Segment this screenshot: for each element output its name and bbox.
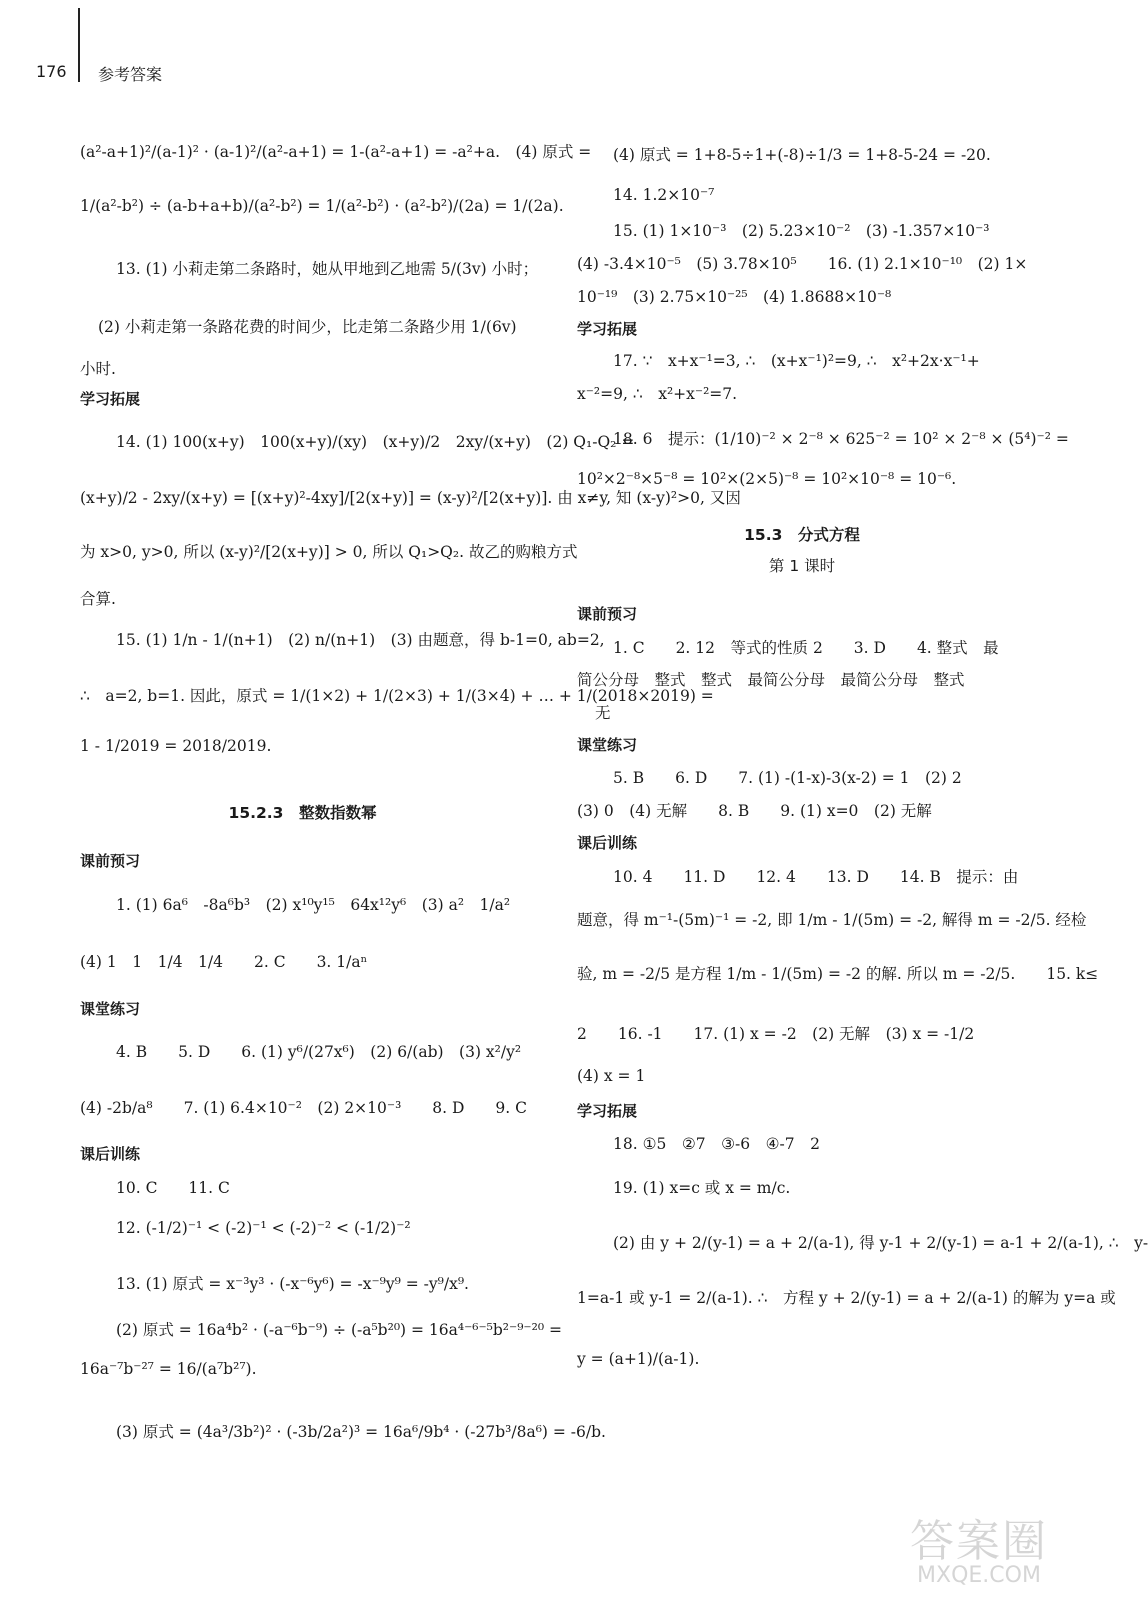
text-line: 2 16. -1 17. (1) x = -2 (2) 无解 (3) x = -1/2 <box>577 1025 975 1043</box>
text-line: 简公分母 整式 整式 最简公分母 最简公分母 整式 <box>577 671 965 689</box>
text-line: (4) x = 1 <box>577 1067 646 1085</box>
text-line: 4. B 5. D 6. (1) y⁶/(27x⁶) (2) 6/(ab) (3) x²/y² <box>116 1043 522 1061</box>
text-line: 10. C 11. C <box>116 1179 230 1197</box>
text-line: 无 <box>595 704 611 722</box>
section-heading: 课后训练 <box>577 834 638 852</box>
text-line: 15. (1) 1×10⁻³ (2) 5.23×10⁻² (3) -1.357×10⁻³ <box>613 222 990 240</box>
text-line: 5. B 6. D 7. (1) -(1-x)-3(x-2) = 1 (2) 2 <box>613 769 962 787</box>
text-line: 15. (1) 1/n - 1/(n+1) (2) n/(n+1) (3) 由题意，得 b-1=0, ab=2, <box>116 631 605 649</box>
text-line: (4) 1 1 1/4 1/4 2. C 3. 1/aⁿ <box>80 953 368 971</box>
text-line: (4) -3.4×10⁻⁵ (5) 3.78×10⁵ 16. (1) 2.1×10⁻¹⁰ (2) 1× <box>577 255 1028 273</box>
text-line: (3) 原式 = (4a³/3b²)² · (-3b/2a²)³ = 16a⁶/9b⁴ · (-27b³/8a⁶) = -6/b. <box>116 1423 606 1441</box>
section-title: 15.3 分式方程 <box>744 526 860 544</box>
section-heading: 学习拓展 <box>577 1102 638 1120</box>
text-line: (4) 原式 = 1+8-5÷1+(-8)÷1/3 = 1+8-5-24 = -20. <box>613 146 991 164</box>
text-line: (4) -2b/a⁸ 7. (1) 6.4×10⁻² (2) 2×10⁻³ 8. D 9. C <box>80 1099 528 1117</box>
text-line: 1 - 1/2019 = 2018/2019. <box>80 737 272 755</box>
text-line: (2) 由 y + 2/(y-1) = a + 2/(a-1), 得 y-1 + 2/(y-1) = a-1 + 2/(a-1), ∴ y- <box>613 1234 1148 1252</box>
text-line: 1. C 2. 12 等式的性质 2 3. D 4. 整式 最 <box>613 639 999 657</box>
text-line: 1/(a²-b²) ÷ (a-b+a+b)/(a²-b²) = 1/(a²-b²) · (a²-b²)/(2a) = 1/(2a). <box>80 197 564 215</box>
text-line: 13. (1) 小莉走第二条路时，她从甲地到乙地需 5/(3v) 小时； <box>116 260 539 278</box>
text-line: 18. ①5 ②7 ③-6 ④-7 2 <box>613 1135 820 1153</box>
section-title: 15.2.3 整数指数幂 <box>228 804 377 822</box>
section-heading: 课后训练 <box>80 1145 141 1163</box>
text-line: 10⁻¹⁹ (3) 2.75×10⁻²⁵ (4) 1.8688×10⁻⁸ <box>577 288 892 306</box>
text-line: 验, m = -2/5 是方程 1/m - 1/(5m) = -2 的解. 所以 m = -2/5. 15. k≤ <box>577 965 1099 983</box>
text-line: 13. (1) 原式 = x⁻³y³ · (-x⁻⁶y⁶) = -x⁻⁹y⁹ = -y⁹/x⁹. <box>116 1275 469 1293</box>
page-title: 参考答案 <box>98 65 163 84</box>
text-line: (x+y)/2 - 2xy/(x+y) = [(x+y)²-4xy]/[2(x+y)] = (x-y)²/[2(x+y)]. 由 x≠y, 知 (x-y)²>0, 又因 <box>80 489 741 507</box>
page-number: 176 <box>36 62 67 81</box>
text-line: (a²-a+1)²/(a-1)² · (a-1)²/(a²-a+1) = 1-(a²-a+1) = -a²+a. (4) 原式 = <box>80 143 592 161</box>
text-line: x⁻²=9, ∴ x²+x⁻²=7. <box>577 385 738 403</box>
header-rule <box>78 8 80 82</box>
lesson-title: 第 1 课时 <box>768 557 836 575</box>
text-line: (3) 0 (4) 无解 8. B 9. (1) x=0 (2) 无解 <box>577 802 932 820</box>
text-line: ∴ a=2, b=1. 因此，原式 = 1/(1×2) + 1/(2×3) + 1/(3×4) + … + 1/(2018×2019) = <box>80 687 714 705</box>
section-heading: 课前预习 <box>577 605 638 623</box>
text-line: 1. (1) 6a⁶ -8a⁶b³ (2) x¹⁰y¹⁵ 64x¹²y⁶ (3) a² 1/a² <box>116 896 511 914</box>
section-heading: 学习拓展 <box>80 390 141 408</box>
text-line: 1=a-1 或 y-1 = 2/(a-1). ∴ 方程 y + 2/(y-1) = a + 2/(a-1) 的解为 y=a 或 <box>577 1289 1116 1307</box>
text-line: 10²×2⁻⁸×5⁻⁸ = 10²×(2×5)⁻⁸ = 10²×10⁻⁸ = 10⁻⁶. <box>577 470 957 488</box>
section-heading: 课堂练习 <box>577 736 638 754</box>
section-heading: 课前预习 <box>80 852 141 870</box>
text-line: y = (a+1)/(a-1). <box>577 1350 700 1368</box>
text-line: 12. (-1/2)⁻¹ < (-2)⁻¹ < (-2)⁻² < (-1/2)⁻² <box>116 1219 411 1237</box>
section-heading: 课堂练习 <box>80 1000 141 1018</box>
text-line: 为 x>0, y>0, 所以 (x-y)²/[2(x+y)] > 0, 所以 Q₁>Q₂. 故乙的购粮方式 <box>80 543 578 561</box>
text-line: 16a⁻⁷b⁻²⁷ = 16/(a⁷b²⁷). <box>80 1360 257 1378</box>
section-heading: 学习拓展 <box>577 320 638 338</box>
text-line: 合算. <box>80 590 116 608</box>
text-line: 题意，得 m⁻¹-(5m)⁻¹ = -2, 即 1/m - 1/(5m) = -2, 解得 m = -2/5. 经检 <box>577 911 1087 929</box>
text-line: 17. ∵ x+x⁻¹=3, ∴ (x+x⁻¹)²=9, ∴ x²+2x·x⁻¹+ <box>613 352 980 370</box>
text-line: 14. 1.2×10⁻⁷ <box>613 186 715 204</box>
text-line: 14. (1) 100(x+y) 100(x+y)/(xy) (x+y)/2 2xy/(x+y) (2) Q₁-Q₂ = <box>116 433 635 451</box>
watermark-domain: MXQE.COM <box>917 1563 1041 1588</box>
text-line: 小时. <box>80 360 116 378</box>
text-line: (2) 小莉走第一条路花费的时间少，比走第二条路少用 1/(6v) <box>98 318 517 336</box>
watermark-logo <box>894 1505 1064 1593</box>
text-line: (2) 原式 = 16a⁴b² · (-a⁻⁶b⁻⁹) ÷ (-a⁵b²⁰) = 16a⁴⁻⁶⁻⁵b²⁻⁹⁻²⁰ = <box>116 1321 562 1339</box>
text-line: 19. (1) x=c 或 x = m/c. <box>613 1179 791 1197</box>
text-line: 18. 6 提示：(1/10)⁻² × 2⁻⁸ × 625⁻² = 10² × 2⁻⁸ × (5⁴)⁻² = <box>613 430 1069 448</box>
watermark-main: 答案圈 <box>910 1516 1048 1567</box>
text-line: 10. 4 11. D 12. 4 13. D 14. B 提示：由 <box>613 868 1019 886</box>
